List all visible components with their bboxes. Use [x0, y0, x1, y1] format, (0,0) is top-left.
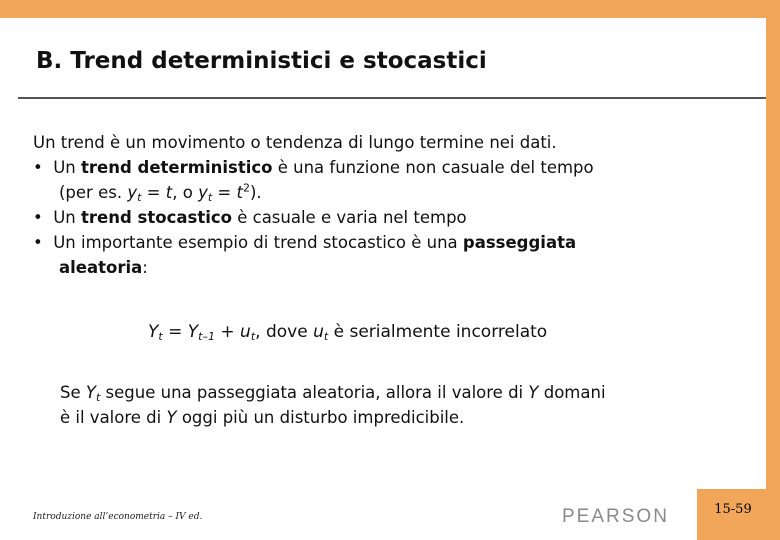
- bullet-marker: •: [33, 158, 43, 177]
- bullet-marker: •: [33, 233, 43, 252]
- conclusion-paragraph: [60, 380, 760, 430]
- bullet-text: Un importante esempio di trend stocastico è una: [53, 233, 463, 252]
- random-walk-equation: [148, 322, 547, 342]
- bullet-text: Un: [53, 208, 82, 227]
- subscript: t–1: [198, 330, 215, 343]
- subscript: t: [95, 391, 101, 404]
- slide-title: B. Trend deterministici e stocastici: [36, 48, 487, 74]
- subscript: t: [207, 191, 213, 204]
- subscript: t: [137, 191, 142, 204]
- var: Y: [528, 383, 539, 402]
- text: =: [162, 322, 188, 342]
- top-accent-bar: [0, 0, 780, 18]
- text: è il valore di: [60, 408, 167, 427]
- slide-body: [33, 130, 753, 280]
- bullet-bold-term: aleatoria: [59, 258, 143, 277]
- var: u: [313, 322, 324, 342]
- bullet-text: è una funzione non casuale del tempo: [272, 158, 594, 177]
- var: Y: [148, 322, 159, 342]
- var: Y: [166, 408, 177, 427]
- text: :: [142, 258, 148, 277]
- intro-text: Un trend è un movimento o tendenza di lungo termine nei dati.: [33, 133, 557, 152]
- var: u: [240, 322, 251, 342]
- text: , o: [172, 183, 199, 202]
- subscript: t: [158, 330, 163, 343]
- bullet-deterministic-continuation: [33, 180, 753, 205]
- publisher-logo: PEARSON: [562, 506, 669, 527]
- subscript: t: [323, 330, 329, 343]
- text: oggi più un disturbo impredicibile.: [176, 408, 465, 427]
- text: ).: [250, 183, 262, 202]
- var: t: [165, 183, 173, 202]
- var: y: [198, 183, 208, 202]
- footer-book-title: Introduzione all’econometria – IV ed.: [33, 512, 203, 522]
- text: segue una passeggiata aleatoria, allora il valore di: [100, 383, 529, 402]
- subscript: t: [250, 330, 256, 343]
- text: è serialmente incorrelato: [328, 322, 548, 342]
- text: Se: [60, 383, 86, 402]
- text: =: [141, 183, 166, 202]
- bullet-bold-term: trend stocastico: [81, 208, 232, 227]
- title-divider: [18, 97, 766, 99]
- bullet-bold-term: trend deterministico: [81, 158, 273, 177]
- bullet-random-walk-continuation: [33, 255, 753, 280]
- text: (per es.: [59, 183, 128, 202]
- var: Y: [187, 322, 199, 342]
- bullet-bold-term: passeggiata: [462, 233, 577, 252]
- var: y: [127, 183, 138, 202]
- bullet-text: è casuale e varia nel tempo: [231, 208, 467, 227]
- text: +: [214, 322, 241, 342]
- right-accent-bar: [766, 0, 780, 540]
- bullet-deterministic: [33, 155, 753, 180]
- conclusion-line-2: [60, 405, 760, 430]
- bullet-text: Un: [53, 158, 82, 177]
- bullet-marker: •: [33, 208, 43, 227]
- var: t: [236, 183, 243, 202]
- bullet-random-walk: [33, 230, 753, 255]
- text: , dove: [255, 322, 314, 342]
- conclusion-line-1: [60, 380, 760, 405]
- page-number: 15-59: [714, 502, 752, 517]
- text: =: [212, 183, 237, 202]
- bullet-stochastic: [33, 205, 753, 230]
- var: Y: [85, 383, 96, 402]
- text: domani: [538, 383, 606, 402]
- superscript: 2: [243, 181, 250, 195]
